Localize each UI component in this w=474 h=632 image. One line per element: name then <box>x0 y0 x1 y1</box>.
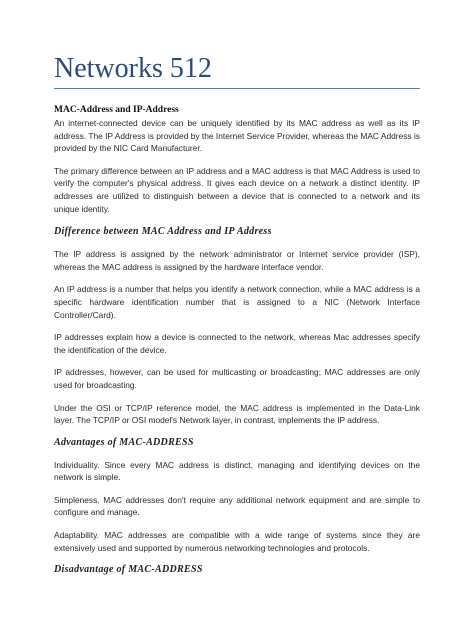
section-heading-advantages: Advantages of MAC-ADDRESS <box>54 436 194 448</box>
paragraph: The primary difference between an IP address and a MAC address is that MAC Address is used to verify the computer's physical address. It gives each device on a network a distinct identity. IP addresses are utilized to distinguish between a device that is connected to a network and its unique identity. <box>54 165 420 214</box>
title-underline <box>54 88 420 89</box>
paragraph: IP addresses, however, can be used for multicasting or broadcasting; MAC addresses are only used for broadcasting. <box>54 367 420 390</box>
paragraph: Adaptability. MAC addresses are compatible with a wide range of systems since they are extensively used and supported by numerous networking technologies and protocols. <box>54 530 420 553</box>
paragraph: Simpleness. MAC addresses don't require any additional network equipment and are simple to configure and manage. <box>54 494 420 518</box>
section-heading-mac-ip: MAC-Address and IP-Address <box>54 105 179 115</box>
document-body <box>54 104 420 577</box>
paragraph: IP addresses explain how a device is connected to the network, whereas Mac addresses specify the identification of the device. <box>54 332 420 355</box>
paragraph: An IP address is a number that helps you identify a network connection, while a MAC address is a specific hardware identification number that is assigned to a NIC (Network Interface Controller/Card). <box>54 284 420 320</box>
document-title: Networks 512 <box>54 53 212 84</box>
paragraph: Under the OSI or TCP/IP reference model, the MAC address is implemented in the Data-Link layer. The TCP/IP or OSI model's Network layer, in contrast, implements the IP address. <box>54 402 420 426</box>
paragraph: Individuality. Since every MAC address is distinct, managing and identifying devices on the network is simple. <box>54 459 420 483</box>
paragraph: The IP address is assigned by the network administrator or Internet service provider (ISP), whereas the MAC address is assigned by the hardware interface vendor. <box>54 249 420 272</box>
section-heading-disadvantage: Disadvantage of MAC-ADDRESS <box>54 564 203 576</box>
section-heading-difference: Difference between MAC Address and IP Address <box>54 226 272 238</box>
paragraph: An internet-connected device can be uniquely identified by its MAC address as well as its IP address. The IP Address is provided by the Internet Service Provider, whereas the MAC Address is provided by the NIC Card Manufacturer. <box>54 118 420 154</box>
